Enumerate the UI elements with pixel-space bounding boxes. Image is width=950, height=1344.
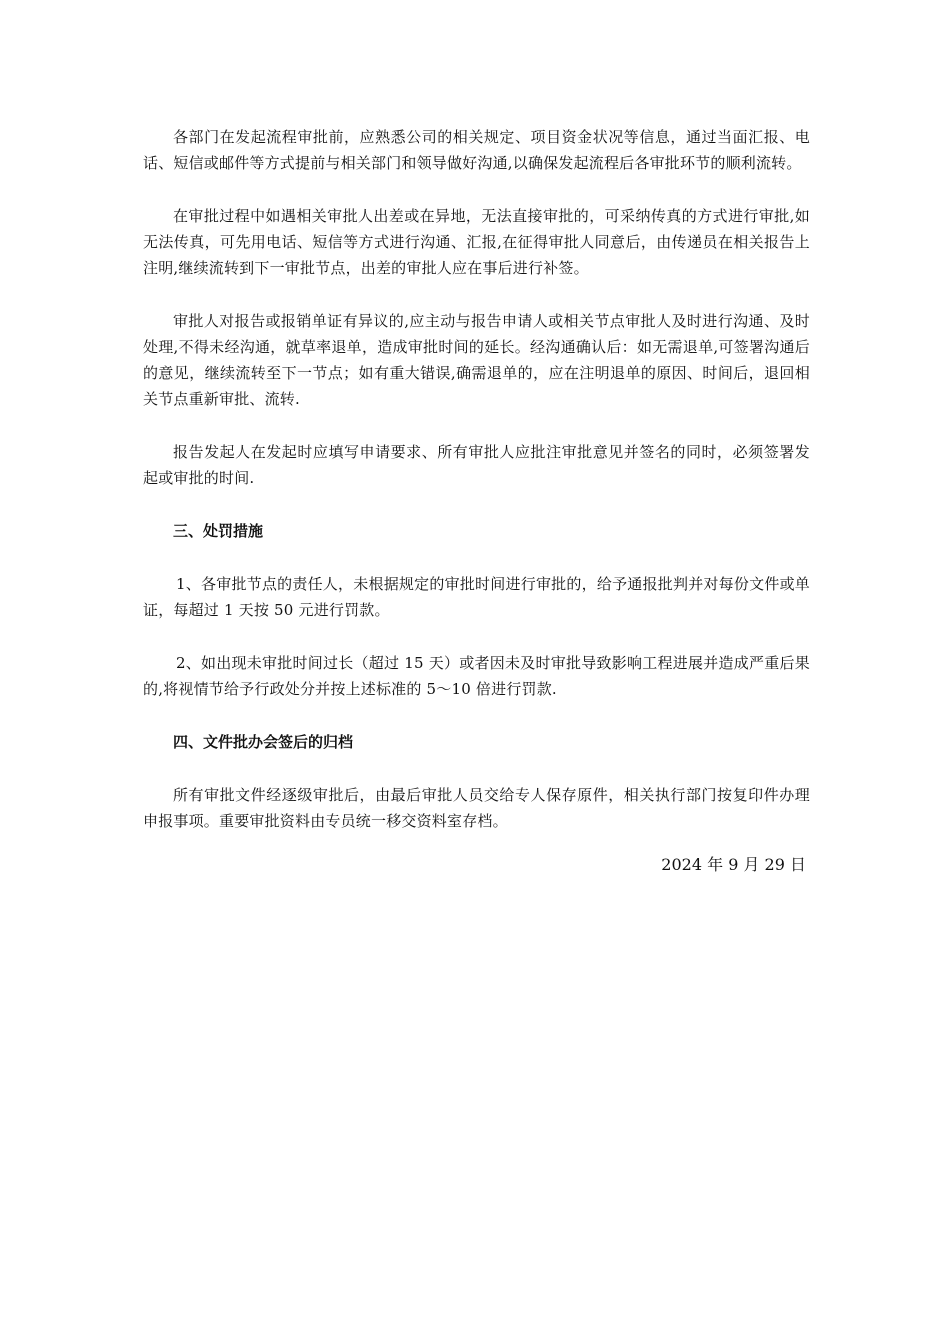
paragraph-spacer	[143, 702, 810, 729]
section-heading-archiving: 四、文件批办会签后的归档	[173, 733, 354, 751]
paragraph-spacer	[143, 544, 810, 571]
document-page	[143, 124, 810, 878]
paragraph-spacer	[143, 281, 810, 308]
penalty-item-1: 1、各审批节点的责任人，未根据规定的审批时间进行审批的，给予通报批判并对每份文件或单证，每超过 1 天按 50 元进行罚款。	[143, 575, 810, 619]
paragraph-initiation-communication: 各部门在发起流程审批前，应熟悉公司的相关规定、项目资金状况等信息，通过当面汇报、电话、短信或邮件等方式提前与相关部门和领导做好沟通,以确保发起流程后各审批环节的顺利流转。	[143, 128, 810, 172]
paragraph-spacer	[143, 834, 810, 852]
paragraph-signing-time: 报告发起人在发起时应填写申请要求、所有审批人应批注审批意见并签名的同时，必须签署发起或审批的时间.	[143, 443, 810, 487]
penalty-item-2: 2、如出现未审批时间过长（超过 15 天）或者因未及时审批导致影响工程进展并造成严重后果的,将视情节给予行政处分并按上述标准的 5～10 倍进行罚款.	[143, 654, 810, 698]
paragraph-spacer	[143, 755, 810, 782]
paragraph-spacer	[143, 176, 810, 203]
paragraph-spacer	[143, 491, 810, 518]
section-heading-penalties: 三、处罚措施	[173, 522, 264, 540]
paragraph-archiving: 所有审批文件经逐级审批后，由最后审批人员交给专人保存原件，相关执行部门按复印件办理申报事项。重要审批资料由专员统一移交资料室存档。	[143, 786, 810, 830]
paragraph-spacer	[143, 623, 810, 650]
paragraph-objection-handling: 审批人对报告或报销单证有异议的,应主动与报告申请人或相关节点审批人及时进行沟通、及时处理,不得未经沟通，就草率退单，造成审批时间的延长。经沟通确认后：如无需退单,可签署沟通后的意见，继续流转至下一节点；如有重大错误,确需退单的，应在注明退单的原因、时间后，退回相关节点重新审批、流转.	[143, 312, 810, 408]
paragraph-spacer	[143, 412, 810, 439]
paragraph-absent-approver: 在审批过程中如遇相关审批人出差或在异地，无法直接审批的，可采纳传真的方式进行审批,如无法传真，可先用电话、短信等方式进行沟通、汇报,在征得审批人同意后，由传递员在相关报告上注明,继续流转到下一审批节点，出差的审批人应在事后进行补签。	[143, 207, 810, 277]
document-date: 2024 年 9 月 29 日	[661, 855, 806, 874]
